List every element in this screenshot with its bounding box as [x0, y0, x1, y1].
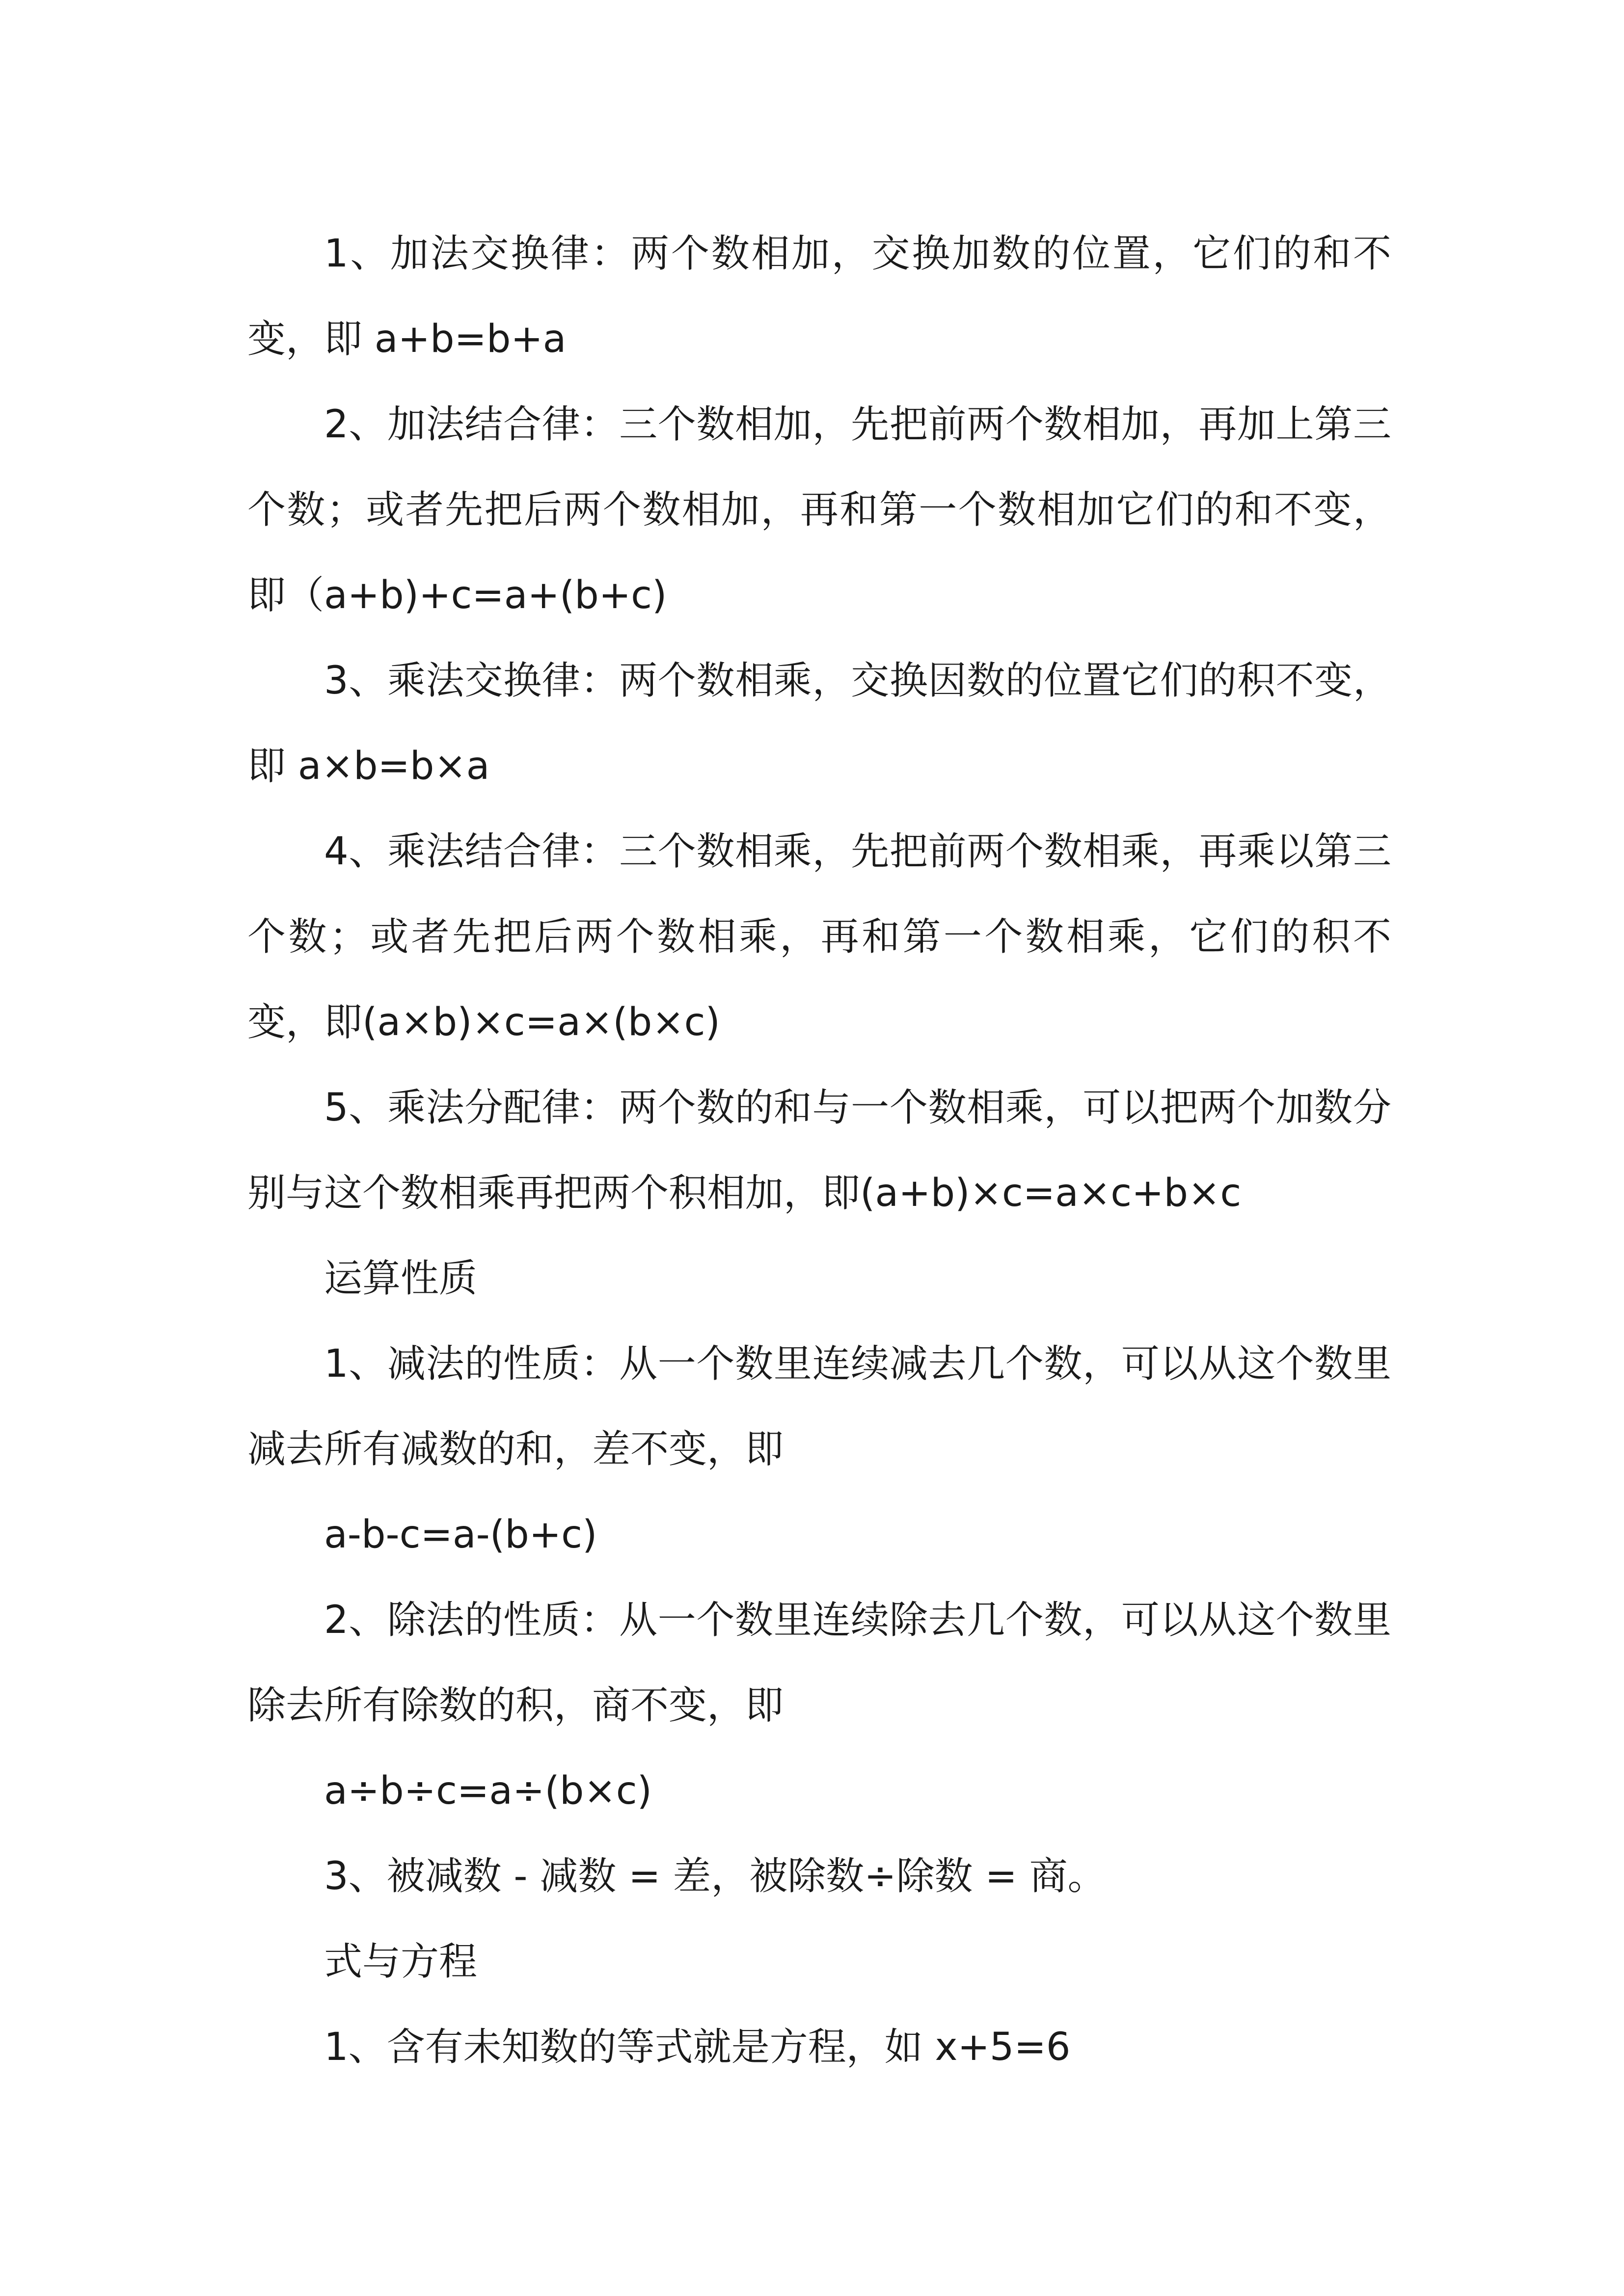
relation-difference-quotient: 3、被减数 - 减数 = 差，被除数÷除数 = 商。: [324, 1854, 1106, 1898]
law-multiplication-associative: 4、乘法结合律：三个数相乘，先把前两个数相乘，再乘以第三个数；或者先把后两个数相乘，再和第一个数相乘，它们的积不变，即(a×b)×c=a×(b×c): [247, 829, 1391, 1044]
formula-division: a÷b÷c=a÷(b×c): [324, 1769, 652, 1813]
definition-equation: 1、含有未知数的等式就是方程，如 x+5=6: [324, 2025, 1071, 2069]
property-division: 2、除法的性质：从一个数里连续除去几个数，可以从这个数里除去所有除数的积，商不变，即: [247, 1598, 1391, 1728]
property-subtraction: 1、减法的性质：从一个数里连续减去几个数，可以从这个数里减去所有减数的和，差不变，即: [247, 1342, 1391, 1471]
formula-subtraction: a-b-c=a-(b+c): [324, 1513, 597, 1557]
section-heading-operation-properties: 运算性质: [324, 1256, 478, 1301]
law-addition-associative: 2、加法结合律：三个数相加，先把前两个数相加，再加上第三个数；或者先把后两个数相加，再和第一个数相加它们的和不变，即（a+b)+c=a+(b+c): [247, 402, 1391, 617]
law-multiplication-distributive: 5、乘法分配律：两个数的和与一个数相乘，可以把两个加数分别与这个数相乘再把两个积相加，即(a+b)×c=a×c+b×c: [247, 1086, 1391, 1215]
law-multiplication-commutative: 3、乘法交换律：两个数相乘，交换因数的位置它们的积不变，即 a×b=b×a: [247, 659, 1391, 788]
document-body: [247, 211, 1391, 2090]
law-addition-commutative: 1、加法交换律：两个数相加，交换加数的位置，它们的和不变，即 a+b=b+a: [247, 232, 1391, 361]
section-heading-expressions-equations: 式与方程: [324, 1940, 478, 1984]
